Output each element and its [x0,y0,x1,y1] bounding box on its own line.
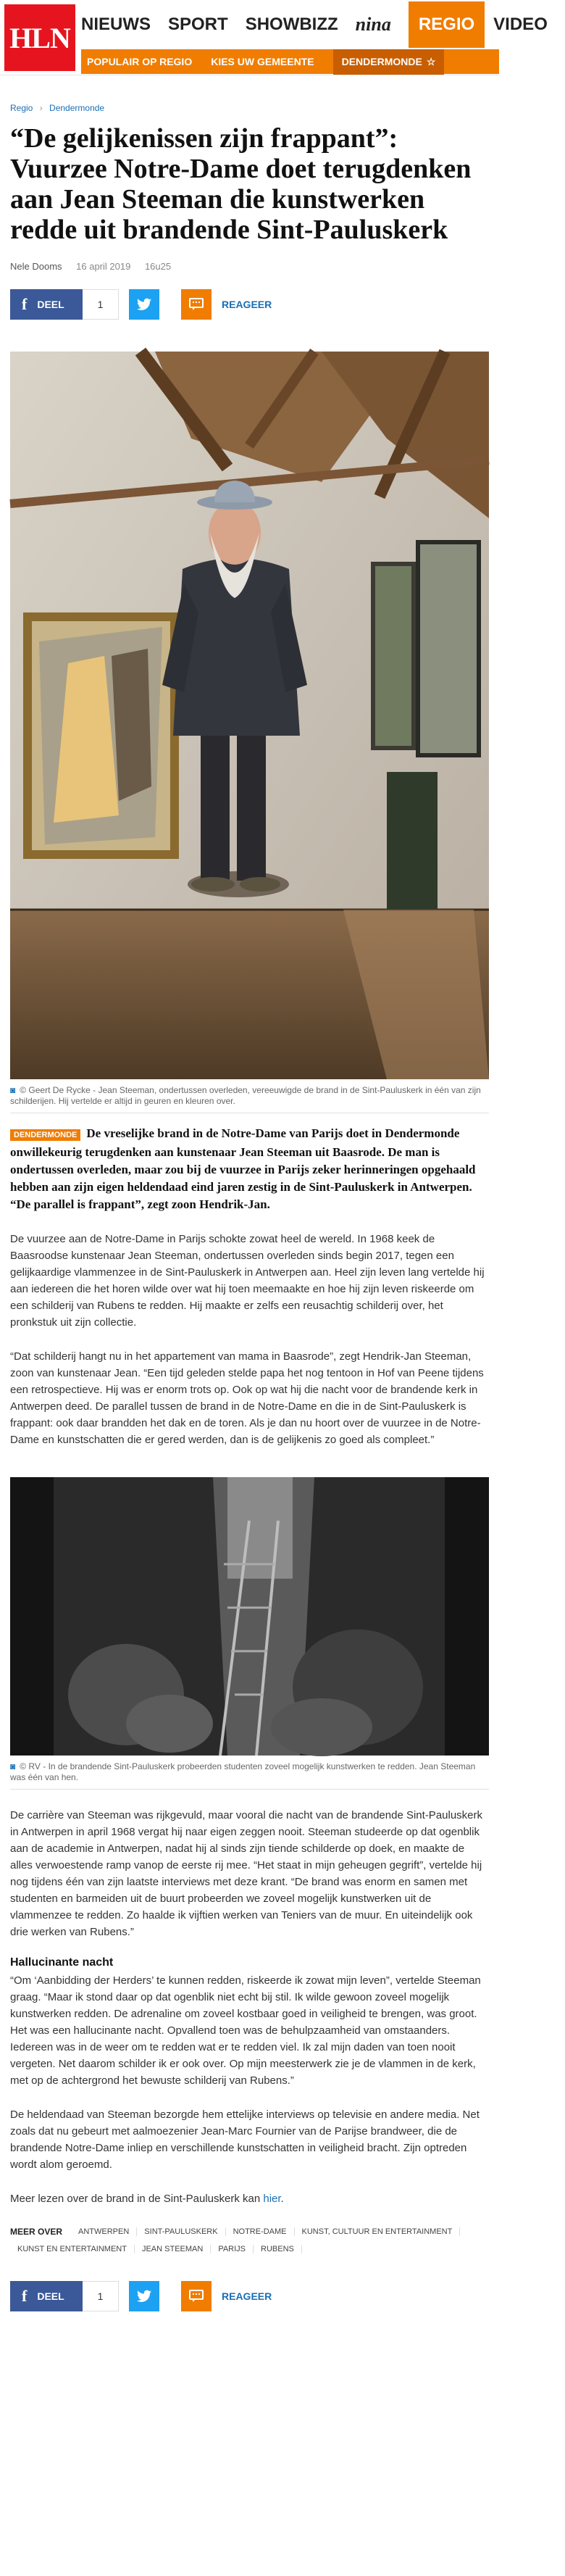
camera-icon: ◙ [10,1085,16,1095]
publish-time: 16u25 [144,261,172,272]
archive-caption-credit: © RV [20,1761,41,1771]
hero-caption [10,1079,489,1113]
subnav-kies-gemeente[interactable]: KIES UW GEMEENTE [211,56,314,67]
archive-photo[interactable] [10,1477,489,1756]
nav-nieuws[interactable]: NIEUWS [81,14,151,34]
comment-icon [189,2290,204,2303]
breadcrumb [10,103,489,113]
twitter-share-button[interactable] [129,289,159,320]
camera-icon: ◙ [10,1761,16,1771]
nav-nina[interactable]: nina [355,14,391,35]
twitter-share-button[interactable] [129,2281,159,2311]
intro-text: De vreselijke brand in de Notre-Dame van Parijs doet in Dendermonde onwillekeurig terugdenken aan kunstenaar Jean Steeman uit Baasrode. De man is ondertussen overleden, maar zou bij de vuurzee in Parijs zeker herinneringen opgehaald hebben aan zijn eigen heldendaad eind jaren zestig in de Sint-Pauluskerk in Antwerpen. “De parallel is frappant”, zegt zoon Hendrik-Jan. [10,1126,476,1211]
subnav-dendermonde[interactable] [333,49,445,75]
breadcrumb-regio[interactable]: Regio [10,103,33,113]
share-label: DEEL [37,2290,64,2302]
share-bar [10,289,489,320]
facebook-icon: f [22,2287,28,2305]
nav-regio[interactable]: REGIO [409,1,485,48]
subheading: Hallucinante nacht [10,1956,114,1969]
paragraph-6 [10,2190,489,2207]
paragraph-4: “Om ‘Aanbidding der Herders’ te kunnen redden, riskeerde ik zowat mijn leven”, vertelde Steeman graag. “Maar ik stond daar op dat ogenblik niet echt bij stil. Ik wilde gewoon zoveel mogelijk kunstwerken redden. De adrenaline om zoveel kostbaar goed in veiligheid te brengen, was groot. Het was een hallucinante nacht. Opvallend toen was de behulpzaamheid van omstaanders. Iedereen was in de weer om te redden wat er te redden viel. Ik zal mijn daden van toen nooit vergeten. Net daarom schilder ik er ook over. Op mijn meesterwerk zie je de vlammen in de kerk, met op de achtergrond het bewuste schilderij van Rubens.” [10,1974,481,2087]
paragraph-2: “Dat schilderij hangt nu in het appartement van mama in Baasrode”, zegt Hendrik-Jan Steeman, zoon van kunstenaar Jean. “Een tijd geleden stelde papa het nog tentoon in Hof van Peene tijdens een retrospectieve. Hij was er enorm trots op. Ook op wat hij die nacht voor de brandende kerk in Antwerpen deed. De parallel tussen de brand in de Notre-Dame en die in de Sint-Pauluskerk is frappant: ook daar brandden het dak en de toren. Als je dan nu hoort over de vuurzee in de Notre-Dame en kunstschatten die er gered werden, dan is de gelijkenis zo goed als compleet.” [10,1350,484,1446]
tag-link[interactable]: JEAN STEEMAN [135,2245,211,2253]
article [0,103,499,2311]
hln-logo[interactable]: HLN [4,4,75,71]
more-about-label: MEER OVER [10,2227,63,2237]
subnav-dendermonde-label: DENDERMONDE [341,56,422,67]
archive-photo-illustration [10,1477,489,1756]
article-meta [10,261,489,272]
hero-photo-illustration [10,352,489,1079]
twitter-icon [137,298,151,311]
archive-caption [10,1756,489,1790]
tag-link[interactable]: KUNST EN ENTERTAINMENT [10,2245,135,2253]
article-title: “De gelijkenissen zijn frappant”: Vuurzee Notre-Dame doet terugdenken aan Jean Steeman die kunstwerken redde uit brandende Sint-Pauluskerk [10,123,472,245]
nav-video[interactable]: VIDEO [493,14,548,34]
breadcrumb-dendermonde[interactable]: Dendermonde [49,103,105,113]
paragraph-3: De carrière van Steeman was rijkgevuld, maar vooral die nacht van de brandende Sint-Pauluskerk in Antwerpen in april 1968 vergat hij naar eigen zeggen nooit. Steeman studeerde op dat ogenblik aan de academie in Antwerpen, nadat hij al sinds zijn tiende schilderde op doek, en maakte de alles verwoestende ramp vanop de eerste rij mee. “Het staat in mijn geheugen gegrift”, vertelde hij nog tijdens één van zijn laatste interviews met deze krant. “De brand was enorm en samen met studenten en barmeiden uit de buurt probeerden we zoveel mogelijk kunstwerken uit de vlammenzee te redden. Zo haalde ik vijftien werken van Teniers van de muur. En uiteindelijk ook drie werken van Rubens.” [10,1809,483,1938]
facebook-share-button[interactable] [10,2281,83,2311]
breadcrumb-separator: › [39,103,43,113]
location-tag: DENDERMONDE [10,1129,80,1141]
tag-link[interactable]: PARIJS [211,2245,254,2253]
publish-date: 16 april 2019 [76,261,131,272]
paragraph-6-end: . [280,2193,284,2205]
nav-sport[interactable]: SPORT [168,14,228,34]
react-link[interactable]: REAGEER [222,299,272,310]
regio-subnav [81,49,499,74]
paragraph-1: De vuurzee aan de Notre-Dame in Parijs schokte zowat heel de wereld. In 1968 keek de Baasroodse kunstenaar Jean Steeman, ondertussen overleden sinds begin 2017, tegen een gelijkaardige vlammenzee in de Sint-Pauluskerk in Antwerpen aan. Heel zijn leven lang vertelde hij aan iedereen die het horen wilde over wat hij toen meemaakte en hoe hij zijn leven riskeerde om een schilderij van Rubens te redden. Hij maakte er zelfs een reusachtig schilderij over, het pronkstuk uit zijn collectie. [10,1233,485,1329]
read-more-link[interactable]: hier [263,2193,281,2205]
hero-caption-text: - Jean Steeman, ondertussen overleden, vereeuwigde de brand in de Sint-Pauluskerk in één van zijn schilderijen. Hij vertelde er altijd in geuren en kleuren over. [10,1085,481,1106]
archive-caption-text: - In de brandende Sint-Pauluskerk probeerden studenten zoveel mogelijk kunstwerken te redden. Jean Steeman was één van hen. [10,1761,476,1782]
share-bar-bottom [10,2281,489,2311]
star-icon[interactable]: ☆ [426,55,436,67]
article-intro [10,1125,489,1213]
facebook-icon: f [22,295,28,313]
share-label: DEEL [37,299,64,310]
tag-link[interactable]: SINT-PAULUSKERK [137,2227,225,2236]
subnav-populair[interactable]: POPULAIR OP REGIO [87,56,193,67]
react-link[interactable]: REAGEER [222,2290,272,2302]
facebook-share-button[interactable] [10,289,83,320]
react-button[interactable] [181,289,212,320]
nav-showbizz[interactable]: SHOWBIZZ [245,14,338,34]
author[interactable]: Nele Dooms [10,261,62,272]
react-button[interactable] [181,2281,212,2311]
twitter-icon [137,2290,151,2303]
tag-link[interactable]: KUNST, CULTUUR EN ENTERTAINMENT [295,2227,461,2236]
more-about-tags [10,2223,489,2258]
share-count: 1 [83,2281,119,2311]
main-nav [81,0,565,49]
share-count: 1 [83,289,119,320]
tag-link[interactable]: RUBENS [254,2245,302,2253]
hero-caption-credit: © Geert De Rycke [20,1085,91,1095]
tag-link[interactable]: NOTRE-DAME [226,2227,295,2236]
comment-icon [189,298,204,311]
hero-photo[interactable] [10,352,489,1079]
paragraph-6-text: Meer lezen over de brand in de Sint-Pauluskerk kan [10,2193,264,2205]
tag-link[interactable]: ANTWERPEN [71,2227,137,2236]
site-header [0,0,548,75]
paragraph-5: De heldendaad van Steeman bezorgde hem ettelijke interviews op televisie en andere media. Net zoals dat nu gebeurt met aalmoezenier Jean-Marc Fournier van de Parijse brandweer, die de brandende Notre-Dame inliep en verschillende kunstschatten in veiligheid bracht. Zijn optreden wordt alom geroemd. [10,2108,480,2171]
